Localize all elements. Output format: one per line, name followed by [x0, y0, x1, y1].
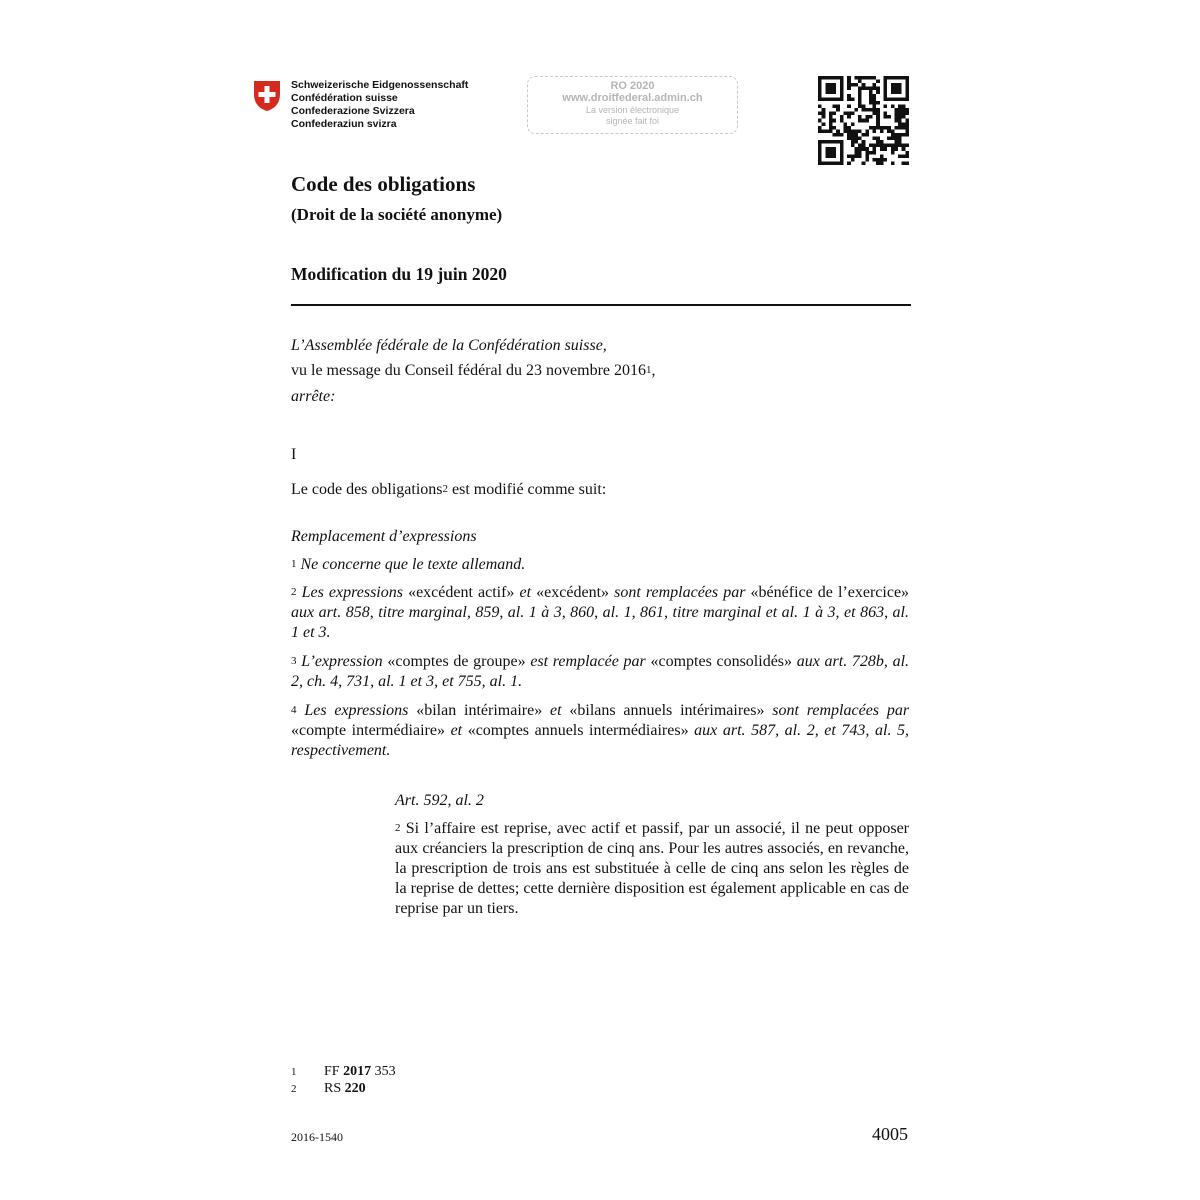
preamble-assembly: L’Assemblée fédérale de la Confédération suisse,	[291, 337, 607, 354]
confederation-names	[291, 79, 468, 131]
footnote-1	[291, 1064, 396, 1080]
paragraph-text: «excédent»	[536, 584, 610, 601]
paragraph-text: «bilans annuels intérimaires»	[569, 702, 765, 719]
paragraph-text: «comptes de groupe»	[387, 653, 526, 670]
paragraph-text: «bilan intérimaire»	[416, 702, 543, 719]
paragraph-number: 2	[291, 586, 297, 598]
paragraph-text: L’expression	[301, 653, 383, 670]
footnote-ref-1: 1	[646, 364, 652, 376]
footnote-text: FF	[324, 1064, 344, 1079]
footnote-rs-number: 220	[344, 1081, 366, 1096]
paragraph-text: et	[550, 702, 562, 719]
document-subtitle: (Droit de la société anonyme)	[291, 205, 503, 224]
paragraph-text: Les expressions	[301, 584, 403, 601]
paragraph-text: aux art. 858, titre marginal, 859, al. 1 à 3, 860, al. 1, 861, titre marginal et al. 1 à 3, et 863, al. 1 et 3.	[291, 604, 909, 641]
article-heading: Art. 592, al. 2	[395, 792, 484, 809]
paragraph-text: Les expressions	[304, 702, 409, 719]
modification-date: Modification du 19 juin 2020	[291, 264, 507, 284]
paragraph-text: et	[519, 584, 532, 601]
confederation-name-it: Confederazione Svizzera	[291, 105, 415, 117]
stamp-ro-number: RO 2020	[610, 80, 655, 92]
title-divider	[291, 304, 911, 306]
preamble-message-end: ,	[651, 362, 656, 379]
footnote-number: 2	[291, 1083, 297, 1095]
paragraph-text: et	[450, 722, 463, 739]
confederation-name-rm: Confederaziun svizra	[291, 118, 397, 130]
paragraph-text: sont remplacées par	[614, 584, 746, 601]
amendment-intro	[291, 480, 909, 500]
replacement-paragraph-3	[291, 652, 909, 692]
replacement-paragraph-4	[291, 701, 909, 761]
paragraph-text: aux art. 728b, al. 2, ch. 4, 731, al. 1 et 3, et 755, al. 1.	[291, 653, 910, 690]
footnote-year: 2017	[343, 1064, 372, 1079]
paragraph-text: «bénéfice de l’exercice»	[750, 584, 910, 601]
paragraph-text: «excédent actif»	[408, 584, 515, 601]
footnote-number: 1	[291, 1066, 297, 1078]
stamp-note-line2: signée fait foi	[605, 116, 660, 126]
article-text: Si l’affaire est reprise, avec actif et passif, par un associé, il ne peut opposer aux créanciers la prescription de cinq ans. Pour les autres associés, en revanche, la prescription de trois ans est substituée à celle de cinq ans selon les règles de la reprise de dettes; cette dernière disposition est également applicable en cas de reprise par un tiers.	[395, 820, 910, 917]
footnote-page: 353	[371, 1064, 396, 1079]
amendment-intro-end: est modifié comme suit:	[448, 481, 607, 498]
paragraph-text: «comptes annuels intermédiaires»	[467, 722, 689, 739]
stamp-note-line1: La version électronique	[585, 105, 680, 115]
document-title: Code des obligations	[291, 172, 476, 196]
page-number: 4005	[872, 1124, 908, 1144]
paragraph-text: aux art. 587, al. 2, et 743, al. 5, respectivement.	[291, 722, 910, 759]
replacement-paragraph-2	[291, 583, 909, 643]
preamble-message-text: vu le message du Conseil fédéral du 23 novembre 2016	[291, 362, 647, 379]
paragraph-text: sont remplacées par	[772, 702, 910, 719]
confederation-name-fr: Confédération suisse	[291, 92, 398, 104]
replacement-paragraph-1	[291, 555, 909, 575]
paragraph-number: 4	[291, 704, 297, 716]
section-numeral: I	[291, 446, 297, 463]
stamp-website: www.droitfederal.admin.ch	[562, 92, 703, 104]
footnote-2	[291, 1081, 366, 1097]
paragraph-text: «comptes consolidés»	[650, 653, 793, 670]
paragraph-number: 2	[395, 822, 401, 834]
swiss-crest-icon	[252, 80, 282, 112]
document-reference: 2016-1540	[291, 1130, 343, 1144]
paragraph-number: 1	[291, 558, 297, 570]
replacement-heading: Remplacement d’expressions	[291, 528, 477, 545]
footnote-ref-2: 2	[442, 483, 449, 495]
confederation-name-de: Schweizerische Eidgenossenschaft	[291, 79, 469, 91]
paragraph-text: est remplacée par	[530, 653, 646, 670]
paragraph-text: «compte intermédiaire»	[291, 722, 445, 739]
amendment-intro-text: Le code des obligations	[291, 481, 443, 498]
paragraph-number: 3	[291, 655, 297, 667]
preamble-decree: arrête:	[291, 388, 336, 405]
article-paragraph	[395, 819, 909, 919]
official-publication-stamp	[527, 76, 738, 134]
paragraph-text: Ne concerne que le texte allemand.	[300, 556, 526, 573]
qr-code-icon	[818, 76, 909, 165]
preamble-message	[291, 361, 909, 381]
footnote-text: RS	[324, 1081, 345, 1096]
